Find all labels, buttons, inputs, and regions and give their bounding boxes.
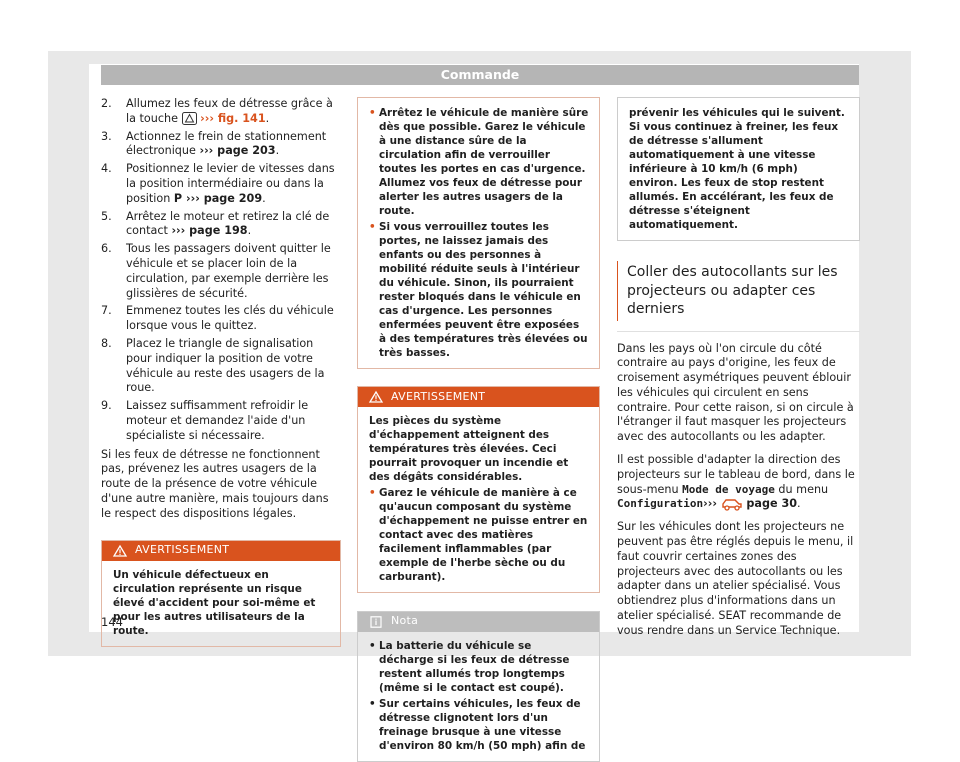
page-link[interactable]: page 30 xyxy=(742,497,798,511)
section-title: Coller des autocollants sur les projecteurs ou adapter ces derniers xyxy=(617,261,860,321)
step-text: Laissez suffisamment refroidir le moteur et demandez l'aide d'un spécialiste si nécessaire. xyxy=(126,399,309,442)
list-item xyxy=(101,162,341,206)
warning-label: AVERTISSEMENT xyxy=(391,389,486,403)
warning-body: Un véhicule défectueux en circulation représente un risque élevé d'accident pour soi-même et pour les autres utilisateurs de la route. xyxy=(113,568,316,637)
note-body: prévenir les véhicules qui le suivent. Si vous continuez à freiner, les feux de détresse s'allument automatiquement à une vitesse inférieure à 10 km/h (6 mph) environ. Les feux de stop restent allumés. En accélérant, les feux de détresse s'éteignent automatiquement. xyxy=(629,107,845,231)
car-icon xyxy=(721,497,743,511)
column-middle xyxy=(357,97,600,762)
column-right xyxy=(617,97,860,639)
step-number: 4. xyxy=(101,162,112,176)
step-text: Allumez les feux de détresse grâce à la touche ››› fig. 141. xyxy=(126,97,333,125)
page-link[interactable]: ››› page 198 xyxy=(171,224,248,238)
column-left xyxy=(101,97,341,647)
paragraph: Dans les pays où l'on circule du côté contraire au pays d'origine, les feux de croisement asymétriques peuvent éblouir les véhicules qui circulent en sens contraire. Pour cette raison, si on circule à l'étranger il faut masquer les projecteurs avec des autocollants ou les adapter. xyxy=(617,341,854,444)
warning-header xyxy=(358,387,599,407)
step-number: 9. xyxy=(101,399,112,413)
list-item xyxy=(101,337,341,396)
paragraph: Sur les véhicules dont les projecteurs ne peuvent pas être réglés depuis le menu, il faut couvrir certaines zones des projecteurs avec des autocollants ou les adapter dans un atelier spécialisé. Vous obtiendrez plus d'informations dans un atelier spécialisé. SEAT recommande de vous rendre dans un Service Technique. xyxy=(617,520,854,637)
page-header: Commande xyxy=(101,65,859,85)
warning-box xyxy=(101,540,341,647)
warning-box-continued xyxy=(357,97,600,369)
warning-body xyxy=(358,98,599,368)
list-item: • Si vous verrouillez toutes les portes, ne laissez jamais des enfants ou des personnes à mobilité réduite seuls à l'intérieur du véhicule. Sinon, ils pourraient rester bloqués dans le véhicule en cas d'urgence. Les personnes enfermées peuvent être exposées à des températures très élevées ou très basses. xyxy=(369,221,588,359)
page-link[interactable]: ››› page 209 xyxy=(182,191,263,205)
list-item xyxy=(101,97,341,127)
list-item xyxy=(101,399,341,443)
note-box-continued xyxy=(617,97,860,241)
divider xyxy=(617,331,860,332)
list-item: • Arrêtez le véhicule de manière sûre dès que possible. Garez le véhicule à une distance sûre de la circulation afin de verrouiller toutes les portes en cas d'urgence. Allumez vos feux de détresse pour alerter les autres usagers de la route. xyxy=(369,107,589,217)
step-number: 2. xyxy=(101,97,112,110)
warning-triangle-icon xyxy=(113,545,127,557)
note-box xyxy=(357,611,600,762)
menu-name: Mode de voyage xyxy=(682,482,775,496)
note-icon xyxy=(369,616,383,628)
warning-header xyxy=(102,541,340,561)
step-number: 5. xyxy=(101,209,112,223)
fig-link[interactable]: ››› fig. 141 xyxy=(200,111,266,125)
step-text: Arrêtez le moteur et retirez la clé de contact ››› page 198. xyxy=(126,209,330,238)
list-item xyxy=(101,304,341,334)
hazard-warning-icon xyxy=(182,112,197,125)
list-item xyxy=(101,242,341,301)
list-item: • Sur certains véhicules, les feux de détresse clignotent lors d'un freinage brusque à une vitesse d'environ 80 km/h (50 mph) afin de xyxy=(369,698,586,752)
step-text: Emmenez toutes les clés du véhicule lorsque vous le quittez. xyxy=(126,304,334,333)
page-number: 144 xyxy=(101,615,123,629)
step-number: 6. xyxy=(101,242,112,256)
note-header xyxy=(358,612,599,632)
step-text: Placez le triangle de signalisation pour indiquer la position de votre véhicule au reste des usagers de la roue. xyxy=(126,336,325,395)
warning-body: Les pièces du système d'échappement atteignent des températures très élevées. Ceci pourrait provoquer un incendie et des dégâts considérables. • Garez le véhicule de manière à ce qu'aucun composant du système d'échappement ne puisse entrer en contact avec des matières facilement inflammables (par exemple de l'herbe sèche ou du carburant). xyxy=(369,415,588,583)
step-number: 8. xyxy=(101,336,112,350)
list-item: • La batterie du véhicule se décharge si les feux de détresse restent allumés trop longtemps (même si le contact est coupé). xyxy=(369,640,570,694)
step-number: 3. xyxy=(101,129,112,143)
menu-name: Configuration xyxy=(617,497,704,511)
step-number: 7. xyxy=(101,304,112,318)
step-text: Positionnez le levier de vitesses dans la position intermédiaire ou dans la position P ››› page 209. xyxy=(126,162,335,205)
warning-triangle-icon xyxy=(369,391,383,403)
steps-list xyxy=(101,97,341,444)
list-item xyxy=(101,130,341,160)
warning-box xyxy=(357,386,600,593)
note-label: Nota xyxy=(391,614,419,628)
step-text: Tous les passagers doivent quitter le véhicule et se placer loin de la circulation, par exemple derrière les glissières de sécurité. xyxy=(126,242,331,300)
step-text: Actionnez le frein de stationnement électronique ››› page 203. xyxy=(126,129,327,158)
list-item xyxy=(101,210,341,240)
paragraph: Il est possible d'adapter la direction des projecteurs sur le tableau de bord, dans le sous-menu Mode de voyage du menu Configuration››› page 30. xyxy=(617,453,855,511)
warning-label: AVERTISSEMENT xyxy=(135,543,230,557)
paragraph: Si les feux de détresse ne fonctionnent pas, prévenez les autres usagers de la route de la présence de votre véhicule d'une autre manière, mais toujours dans le respect des dispositions légales. xyxy=(101,447,329,520)
note-body xyxy=(358,632,599,761)
list-item: • Garez le véhicule de manière à ce qu'aucun composant du système d'échappement ne puisse entrer en contact avec des matières facilement inflammables (par exemple de l'herbe sèche ou du carburant). xyxy=(369,487,588,583)
page-link[interactable]: ››› page 203 xyxy=(199,144,276,158)
